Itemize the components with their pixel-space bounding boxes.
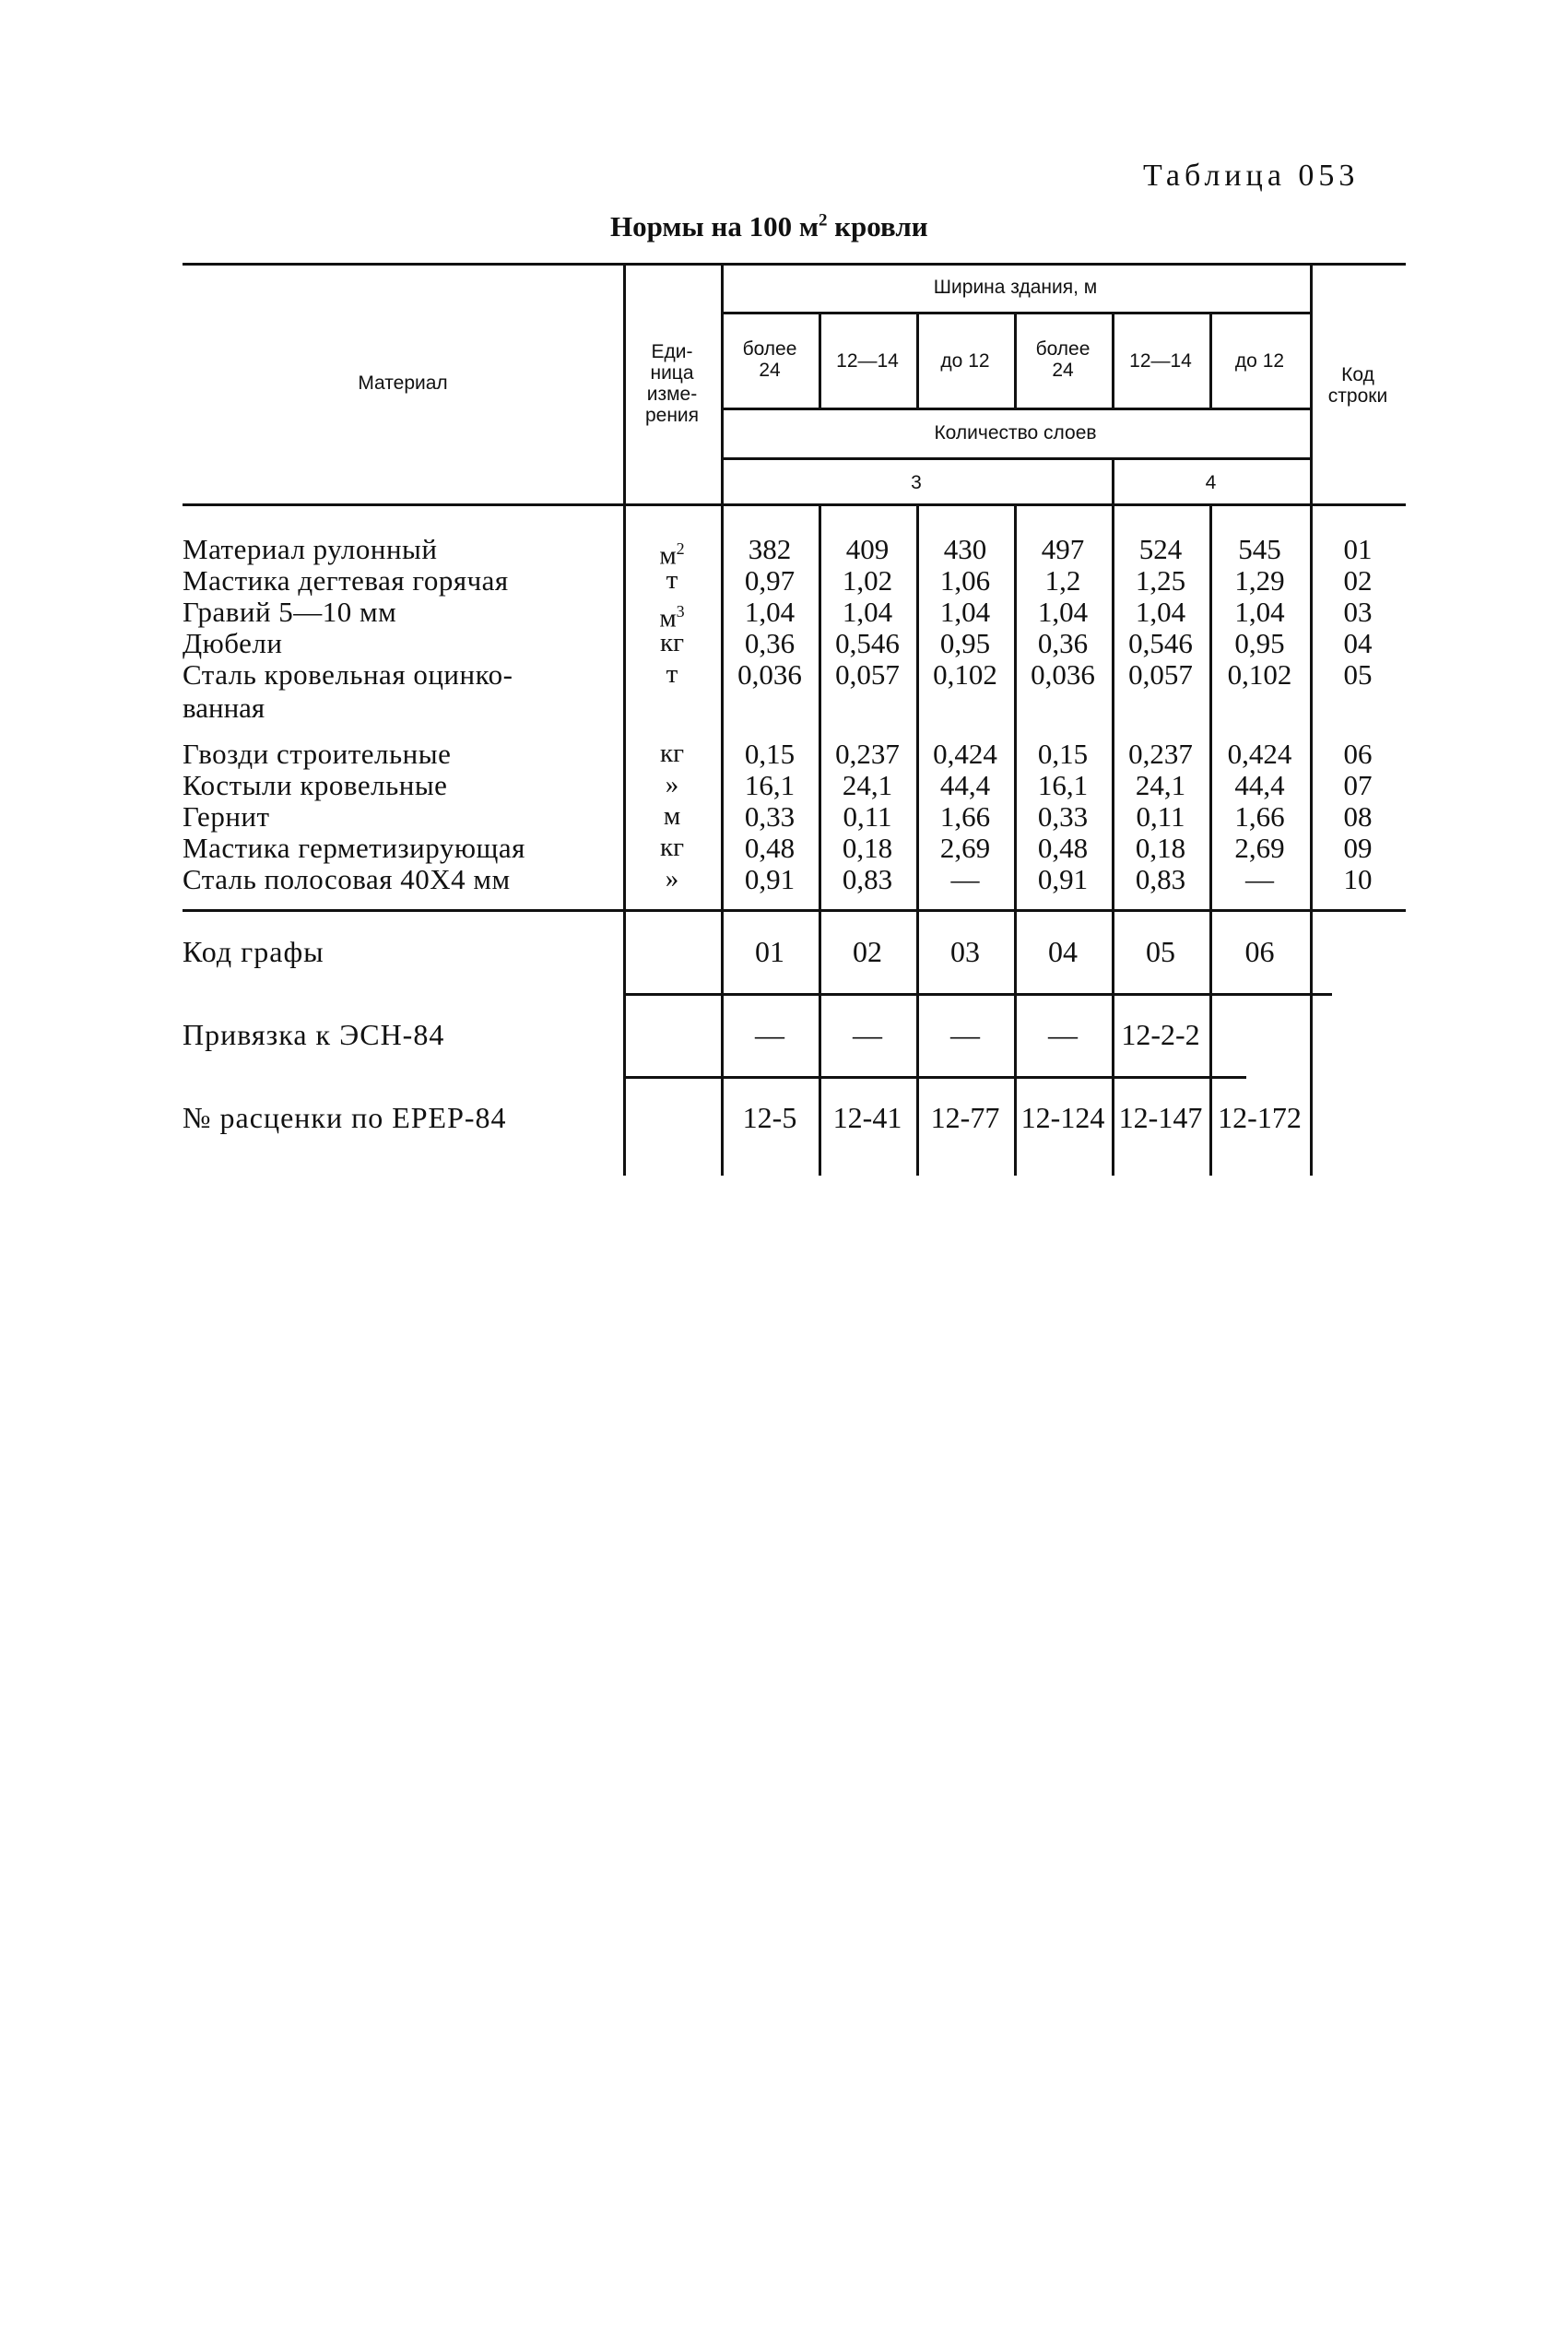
row-code: 02 xyxy=(1343,564,1373,597)
binding-value: — xyxy=(1048,1018,1078,1051)
row-code: 09 xyxy=(1343,832,1373,864)
row-value: 0,036 xyxy=(737,658,802,691)
title-text-end: кровли xyxy=(827,210,928,242)
row-value: 1,29 xyxy=(1234,564,1285,597)
pricing-label: № расценки по ЕРЕР-84 xyxy=(183,1101,507,1134)
row-value: — xyxy=(1245,863,1274,895)
row-value: 16,1 xyxy=(1037,769,1089,801)
row-value: 0,91 xyxy=(1037,863,1089,895)
column-codes-label: Код графы xyxy=(183,935,324,968)
row-value: 1,04 xyxy=(1234,596,1285,628)
header-rule-layers xyxy=(721,457,1310,460)
row-unit: кг xyxy=(660,739,684,768)
row-value: 1,2 xyxy=(1044,564,1081,597)
header-row-code: Код строки xyxy=(1327,364,1388,407)
row-value: 0,102 xyxy=(1227,658,1292,691)
row-value: 0,546 xyxy=(1128,627,1193,659)
row-value: 1,04 xyxy=(1037,596,1089,628)
row-value: 0,83 xyxy=(1135,863,1186,895)
row-value: 0,97 xyxy=(744,564,796,597)
row-code: 05 xyxy=(1343,658,1373,691)
row-value: 0,48 xyxy=(1037,832,1089,864)
row-value: 409 xyxy=(845,533,890,565)
row-value: 0,33 xyxy=(1037,800,1089,833)
row-code: 08 xyxy=(1343,800,1373,833)
title-text: Нормы на 100 м xyxy=(610,210,819,242)
unit-superscript: 2 xyxy=(676,539,685,558)
row-code: 03 xyxy=(1343,596,1373,628)
header-material: Материал xyxy=(358,373,448,394)
row-unit: $м^2$ xyxy=(659,539,685,571)
row-value: 16,1 xyxy=(744,769,796,801)
title-superscript: 2 xyxy=(818,210,828,231)
row-value: 0,15 xyxy=(744,738,796,770)
row-material-name: Сталь полосовая 40Х4 мм xyxy=(183,863,511,895)
row-value: 430 xyxy=(943,533,987,565)
unit-superscript: 3 xyxy=(676,602,685,621)
binding-shared-value: 12-2-2 xyxy=(1121,1018,1200,1051)
row-value: 0,95 xyxy=(939,627,991,659)
row-value: 44,4 xyxy=(939,769,991,801)
row-material-name: Мастика герметизирующая xyxy=(183,832,525,864)
row-code: 06 xyxy=(1343,738,1373,770)
binding-label: Привязка к ЭСН-84 xyxy=(183,1018,445,1051)
row-material-name: Материал рулонный xyxy=(183,533,438,565)
row-value: 24,1 xyxy=(842,769,893,801)
row-value: 0,95 xyxy=(1234,627,1285,659)
header-layers-4: 4 xyxy=(1205,472,1217,493)
row-value: 0,36 xyxy=(744,627,796,659)
row-value: 1,04 xyxy=(744,596,796,628)
row-value: 44,4 xyxy=(1234,769,1285,801)
row-value: 0,546 xyxy=(835,627,900,659)
row-code: 07 xyxy=(1343,769,1373,801)
row-unit: кг xyxy=(660,833,684,862)
header-width-6: до 12 xyxy=(1234,350,1285,372)
row-material-name: Сталь кровельная оцинко- xyxy=(183,658,513,691)
row-material-name: Гравий 5—10 мм xyxy=(183,596,397,628)
row-material-name: Гвозди строительные xyxy=(183,738,452,770)
row-unit: » xyxy=(665,864,679,893)
header-layers-3: 3 xyxy=(911,472,922,493)
pricing-value: 12-147 xyxy=(1118,1101,1203,1134)
row-value: 0,424 xyxy=(933,738,997,770)
row-unit: м xyxy=(663,801,681,831)
row-value: 0,11 xyxy=(1136,800,1185,833)
row-unit: » xyxy=(665,770,679,799)
row-material-name: Мастика дегтевая горячая xyxy=(183,564,509,597)
row-value: 0,057 xyxy=(835,658,900,691)
top-rule xyxy=(183,263,1406,266)
header-layers-label: Количество слоев xyxy=(934,422,1097,444)
row-value: 0,036 xyxy=(1031,658,1095,691)
column-code-value: 02 xyxy=(853,935,882,968)
header-width-5: 12—14 xyxy=(1129,350,1192,372)
pricing-value: 12-124 xyxy=(1020,1101,1105,1134)
column-code-value: 06 xyxy=(1244,935,1275,968)
table-title xyxy=(610,210,928,243)
codes-bottom-rule xyxy=(623,993,1332,996)
row-value: 1,02 xyxy=(842,564,893,597)
binding-value: — xyxy=(853,1018,882,1051)
row-value: 0,83 xyxy=(842,863,893,895)
body-bottom-rule xyxy=(183,909,1406,912)
row-code: 04 xyxy=(1343,627,1373,659)
row-value: 0,91 xyxy=(744,863,796,895)
row-value: 0,11 xyxy=(843,800,892,833)
row-value: 1,04 xyxy=(1135,596,1186,628)
pricing-value: 12-5 xyxy=(742,1101,797,1134)
column-code-value: 04 xyxy=(1048,935,1078,968)
row-value: 1,66 xyxy=(1234,800,1285,833)
column-code-value: 03 xyxy=(950,935,980,968)
row-unit: $м^3$ xyxy=(659,602,685,633)
row-value: 2,69 xyxy=(1234,832,1285,864)
table-number: Таблица 053 xyxy=(1143,159,1360,193)
row-material-name: Дюбели xyxy=(183,627,283,659)
row-code: 10 xyxy=(1343,863,1373,895)
row-material-name: Костыли кровельные xyxy=(183,769,448,801)
row-value: 0,102 xyxy=(933,658,997,691)
row-value: 1,04 xyxy=(939,596,991,628)
header-building-width: Ширина здания, м xyxy=(933,277,1098,298)
row-value: 1,04 xyxy=(842,596,893,628)
pricing-value: 12-41 xyxy=(832,1101,902,1134)
row-value: 1,25 xyxy=(1135,564,1186,597)
row-code: 01 xyxy=(1343,533,1373,565)
row-value: 0,33 xyxy=(744,800,796,833)
row-value: 0,18 xyxy=(842,832,893,864)
header-unit: Еди- ница изме- рения xyxy=(644,341,700,426)
binding-bottom-rule xyxy=(623,1076,1246,1079)
row-material-name: Гернит xyxy=(183,800,270,833)
row-value: 0,48 xyxy=(744,832,796,864)
row-value: 497 xyxy=(1041,533,1085,565)
row-unit: т xyxy=(666,565,678,595)
row-value: 524 xyxy=(1138,533,1183,565)
row-value: 545 xyxy=(1238,533,1281,565)
row-value: 0,237 xyxy=(1128,738,1193,770)
row-value: 0,15 xyxy=(1037,738,1089,770)
pricing-value: 12-172 xyxy=(1218,1101,1302,1134)
row-value: 382 xyxy=(748,533,792,565)
row-value: 0,057 xyxy=(1128,658,1193,691)
row-value: 1,06 xyxy=(939,564,991,597)
column-code-value: 05 xyxy=(1146,935,1175,968)
header-bottom-rule xyxy=(183,503,1406,506)
header-width-3: до 12 xyxy=(940,350,990,372)
row-value: 1,66 xyxy=(939,800,991,833)
row-material-name-cont: ванная xyxy=(183,692,265,724)
row-value: 0,36 xyxy=(1037,627,1089,659)
header-width-4: более 24 xyxy=(1035,338,1091,381)
row-value: 0,237 xyxy=(835,738,900,770)
row-value: 0,424 xyxy=(1227,738,1292,770)
binding-value: — xyxy=(755,1018,784,1051)
header-rule-widths xyxy=(721,408,1310,410)
pricing-value: 12-77 xyxy=(930,1101,1000,1134)
row-value: 2,69 xyxy=(939,832,991,864)
row-value: 0,18 xyxy=(1135,832,1186,864)
row-value: — xyxy=(950,863,980,895)
row-value: 24,1 xyxy=(1135,769,1186,801)
header-width-1: более 24 xyxy=(742,338,797,381)
binding-value: — xyxy=(950,1018,980,1051)
header-width-2: 12—14 xyxy=(836,350,899,372)
row-unit: кг xyxy=(660,628,684,657)
row-unit: т xyxy=(666,659,678,689)
column-code-value: 01 xyxy=(755,935,784,968)
